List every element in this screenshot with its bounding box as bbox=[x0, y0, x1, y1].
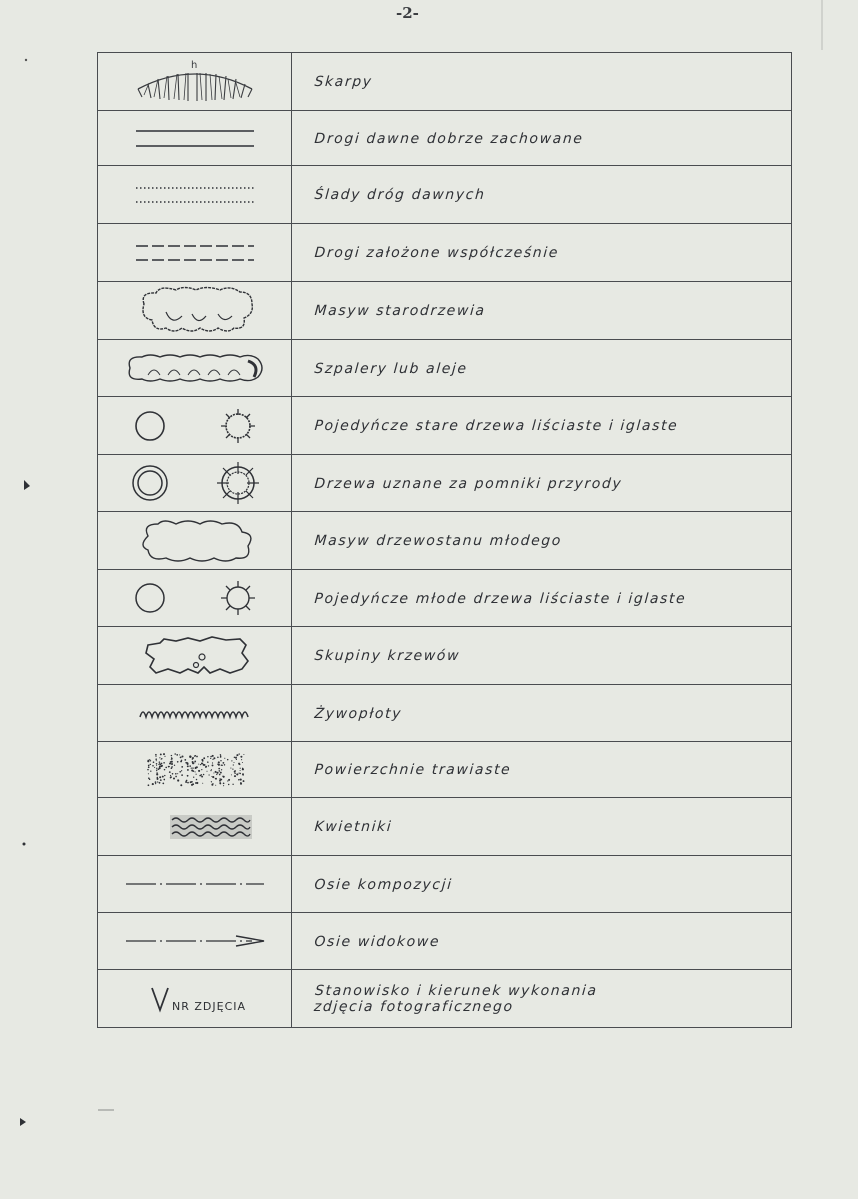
legend-description: Skupiny krzewów bbox=[289, 627, 793, 685]
single-old-trees-symbol bbox=[98, 397, 292, 455]
legend-description: Drogi dawne dobrze zachowane bbox=[290, 111, 794, 166]
hedge-symbol bbox=[98, 685, 292, 742]
single-young-trees-symbol bbox=[98, 570, 292, 627]
view-axis-symbol bbox=[98, 913, 292, 970]
legend-table bbox=[97, 52, 792, 1028]
legend-description: Pojedyńcze młode drzewa liściaste i iglaste bbox=[290, 570, 794, 627]
monument-trees-symbol bbox=[98, 455, 292, 512]
legend-description: Drogi założone współcześnie bbox=[289, 224, 793, 282]
photo-position-symbol bbox=[98, 970, 292, 1028]
old-tree-mass-symbol bbox=[98, 282, 292, 340]
legend-row bbox=[98, 166, 792, 224]
young-tree-mass-symbol bbox=[98, 512, 292, 570]
double-line-symbol bbox=[98, 111, 292, 166]
legend-description: Powierzchnie trawiaste bbox=[290, 742, 794, 798]
legend-description: Masyw starodrzewia bbox=[289, 282, 793, 340]
legend-row bbox=[98, 913, 792, 970]
composition-axis-symbol bbox=[98, 856, 292, 913]
legend-row bbox=[98, 111, 792, 166]
legend-description: Osie kompozycji bbox=[290, 856, 794, 913]
page-number: -2- bbox=[396, 4, 419, 22]
legend-description: Osie widokowe bbox=[290, 913, 794, 970]
legend-row bbox=[98, 53, 792, 111]
legend-description: Drzewa uznane za pomniki przyrody bbox=[290, 455, 794, 512]
legend-description: Szpalery lub aleje bbox=[290, 340, 794, 397]
legend-description: Żywopłoty bbox=[290, 685, 794, 742]
legend-row bbox=[98, 224, 792, 282]
flowerbed-symbol bbox=[98, 798, 292, 856]
legend-row bbox=[98, 685, 792, 742]
legend-row bbox=[98, 340, 792, 397]
legend-description-line1: Stanowisko i kierunek wykonania bbox=[314, 982, 598, 999]
legend-row bbox=[98, 742, 792, 798]
legend-row bbox=[98, 282, 792, 340]
legend-row bbox=[98, 798, 792, 856]
double-dashed-line-symbol bbox=[98, 224, 292, 282]
legend-description: Skarpy bbox=[289, 53, 793, 111]
legend-description bbox=[289, 970, 793, 1028]
tree-row-symbol bbox=[98, 340, 292, 397]
legend-row bbox=[98, 856, 792, 913]
legend-row bbox=[98, 570, 792, 627]
legend-description: Ślady dróg dawnych bbox=[289, 166, 793, 224]
legend-row bbox=[98, 455, 792, 512]
escarpment-symbol bbox=[98, 53, 292, 111]
legend-row bbox=[98, 627, 792, 685]
legend-row bbox=[98, 512, 792, 570]
legend-description: Kwietniki bbox=[289, 798, 793, 856]
legend-description: Masyw drzewostanu młodego bbox=[289, 512, 793, 570]
legend-row bbox=[98, 397, 792, 455]
shrub-group-symbol bbox=[98, 627, 292, 685]
escarpment-symbol-label: h bbox=[190, 59, 197, 71]
legend-description: Pojedyńcze stare drzewa liściaste i iglaste bbox=[289, 397, 793, 455]
double-dotted-line-symbol bbox=[98, 166, 292, 224]
legend-description-line2: zdjęcia fotograficznego bbox=[312, 998, 514, 1015]
legend-row bbox=[98, 970, 792, 1028]
photo-number-label: NR ZDJĘCIA bbox=[172, 1000, 247, 1013]
grass-surface-symbol bbox=[98, 742, 292, 798]
